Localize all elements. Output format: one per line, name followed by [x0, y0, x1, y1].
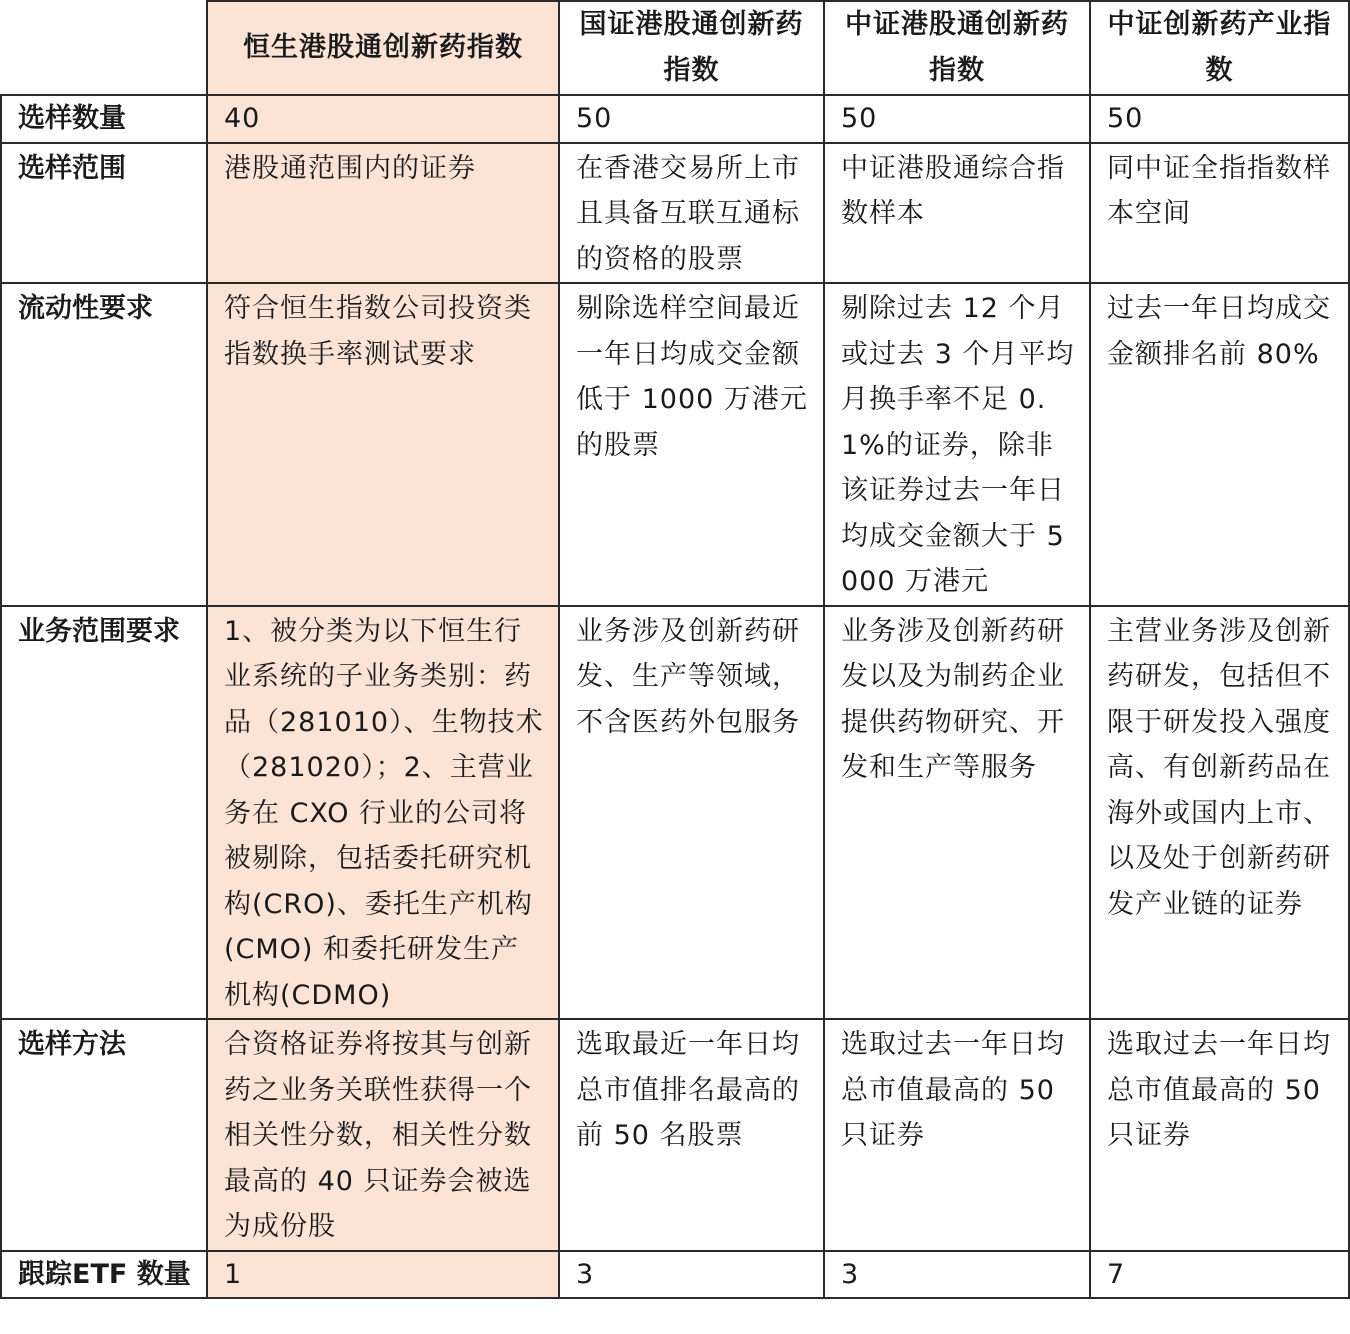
- column-header: 恒生港股通创新药指数: [207, 1, 559, 95]
- table-cell: 在香港交易所上市且具备互联互通标的资格的股票: [559, 143, 824, 284]
- table-cell: 业务涉及创新药研发、生产等领域，不含医药外包服务: [559, 606, 824, 1020]
- row-label: 选样数量: [1, 95, 207, 143]
- table-cell: 选取过去一年日均总市值最高的 50 只证券: [1090, 1019, 1349, 1251]
- corner-cell: [1, 1, 207, 95]
- table-cell: 符合恒生指数公司投资类指数换手率测试要求: [207, 283, 559, 606]
- table-cell: 过去一年日均成交金额排名前 80%: [1090, 283, 1349, 606]
- table-cell: 港股通范围内的证券: [207, 143, 559, 284]
- row-label: 跟踪ETF 数量: [1, 1251, 207, 1299]
- table-row: [1, 1251, 1349, 1299]
- row-label: 选样范围: [1, 143, 207, 284]
- header-row: [1, 1, 1349, 95]
- table-row: [1, 606, 1349, 1020]
- row-label: 选样方法: [1, 1019, 207, 1251]
- table-cell: 剔除选样空间最近一年日均成交金额低于 1000 万港元的股票: [559, 283, 824, 606]
- table-cell: 合资格证券将按其与创新药之业务关联性获得一个相关性分数，相关性分数最高的 40 只证券会被选为成份股: [207, 1019, 559, 1251]
- table-cell: 1、被分类为以下恒生行业系统的子业务类别：药品（281010）、生物技术（281020）；2、主营业务在 CXO 行业的公司将被剔除，包括委托研究机构(CRO)、委托生产机构(CMO) 和委托研发生产机构(CDMO): [207, 606, 559, 1020]
- table-cell: 主营业务涉及创新药研发，包括但不限于研发投入强度高、有创新药品在海外或国内上市、以及处于创新药研发产业链的证券: [1090, 606, 1349, 1020]
- table-row: [1, 95, 1349, 143]
- table-row: [1, 143, 1349, 284]
- row-label: 业务范围要求: [1, 606, 207, 1020]
- table-row: [1, 1019, 1349, 1251]
- table-cell: 40: [207, 95, 559, 143]
- column-header: 中证港股通创新药指数: [824, 1, 1090, 95]
- table-cell: 3: [559, 1251, 824, 1299]
- table-cell: 业务涉及创新药研发以及为制药企业提供药物研究、开发和生产等服务: [824, 606, 1090, 1020]
- table-cell: 选取最近一年日均总市值排名最高的前 50 名股票: [559, 1019, 824, 1251]
- table-cell: 中证港股通综合指数样本: [824, 143, 1090, 284]
- row-label: 流动性要求: [1, 283, 207, 606]
- table-cell: 3: [824, 1251, 1090, 1299]
- column-header: 中证创新药产业指数: [1090, 1, 1349, 95]
- table-cell: 50: [824, 95, 1090, 143]
- table-cell: 同中证全指指数样本空间: [1090, 143, 1349, 284]
- table-row: [1, 283, 1349, 606]
- table-cell: 50: [559, 95, 824, 143]
- table-cell: 选取过去一年日均总市值最高的 50 只证券: [824, 1019, 1090, 1251]
- table-cell: 剔除过去 12 个月或过去 3 个月平均月换手率不足 0.1%的证券，除非该证券过去一年日均成交金额大于 5000 万港元: [824, 283, 1090, 606]
- table-cell: 50: [1090, 95, 1349, 143]
- column-header: 国证港股通创新药指数: [559, 1, 824, 95]
- table-cell: 7: [1090, 1251, 1349, 1299]
- table-cell: 1: [207, 1251, 559, 1299]
